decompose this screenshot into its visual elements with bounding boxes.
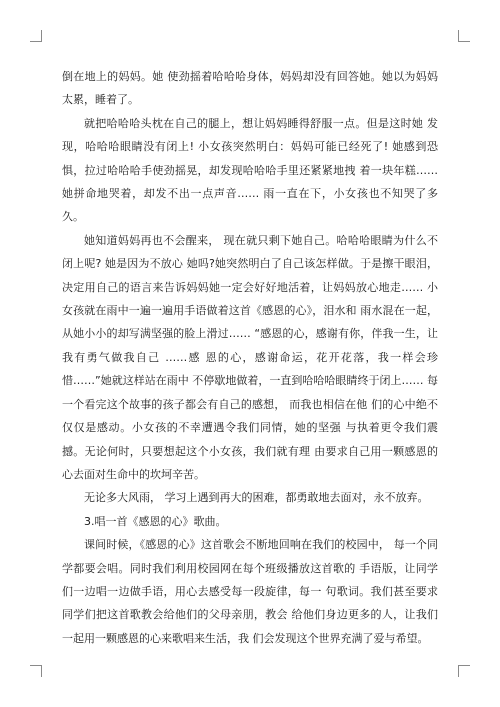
section-heading-sing-song: 3.唱一首《感恩的心》歌曲。: [84, 514, 227, 528]
paragraph-4: 无论多大风雨， 学习上遇到再大的困难，都勇敢地去面对，永不放弃。: [84, 491, 429, 505]
paragraph-1: 倒在地上的妈妈。她 使劲摇着哈哈哈身体，妈妈却没有回答她。她以为妈妈太累，睡着了。: [62, 70, 438, 107]
crop-mark-bottom-left: [30, 665, 42, 677]
crop-mark-top-right: [458, 30, 470, 42]
paragraph-6: 课间时候，《感恩的心》这首歌会不断地回响在我们的校园中， 每一个同学都要会唱。同时我们利用校园网在每个班级播放这首歌的 手语版，让同学们一边唱一边做手语，用心去感受每一段旋律，每一 句歌词。我们甚至要求同学们把这首歌教会给他们的父母亲朋，教会 给他们身边更多的人，让我们一起用一颗感恩的心来歌唱来生活，我 们会发现这个世界充满了爱与希望。: [62, 538, 438, 645]
crop-mark-top-left: [30, 30, 42, 42]
crop-mark-bottom-right: [458, 665, 470, 677]
paragraph-3: 她知道妈妈再也不会醒来， 现在就只剩下她自己。哈哈哈眼睛为什么不闭上呢? 她是因为不放心 她吗?她突然明白了自己该怎样做。于是擦干眼泪，决定用自己的语言来告诉妈妈她一定会好好地活着，让妈妈放心地走…… 小女孩就在雨中一遍一遍用手语做着这首《感恩的心》，泪水和 雨水混在一起，从她小小的却写满坚强的脸上滑过…… “感恩的心，感谢有你，伴我一生，让我有勇气做我自己 ……感 恩的心，感谢命运，花开花落，我一样会珍惜……”她就这样站在雨中 不停歇地做着，一直到哈哈哈眼睛终于闭上…… 每一个看完这个故事的孩子都会有自己的感想， 而我也相信在他 们的心中绝不仅仅是感动。小女孩的不幸遭遇令我们同情，她的坚强 与执着更令我们震撼。无论何时，只要想起这个小女孩，我们就有理 由要求自己用一颗感恩的心去面对生命中的坎坷辛苦。: [62, 233, 438, 481]
document-body: [62, 65, 438, 650]
paragraph-2: 就把哈哈哈头枕在自己的腿上，想让妈妈睡得舒服一点。但是这时她 发现，哈哈哈眼睛没有闭上! 小女孩突然明白：妈妈可能已经死了! 她感到恐惧，拉过哈哈哈手使劲摇晃，却发现哈哈哈手里还紧紧地拽 着一块年糕……她拼命地哭着，却发不出一点声音…… 雨一直在下，小女孩也不知哭了多久。: [62, 116, 438, 224]
